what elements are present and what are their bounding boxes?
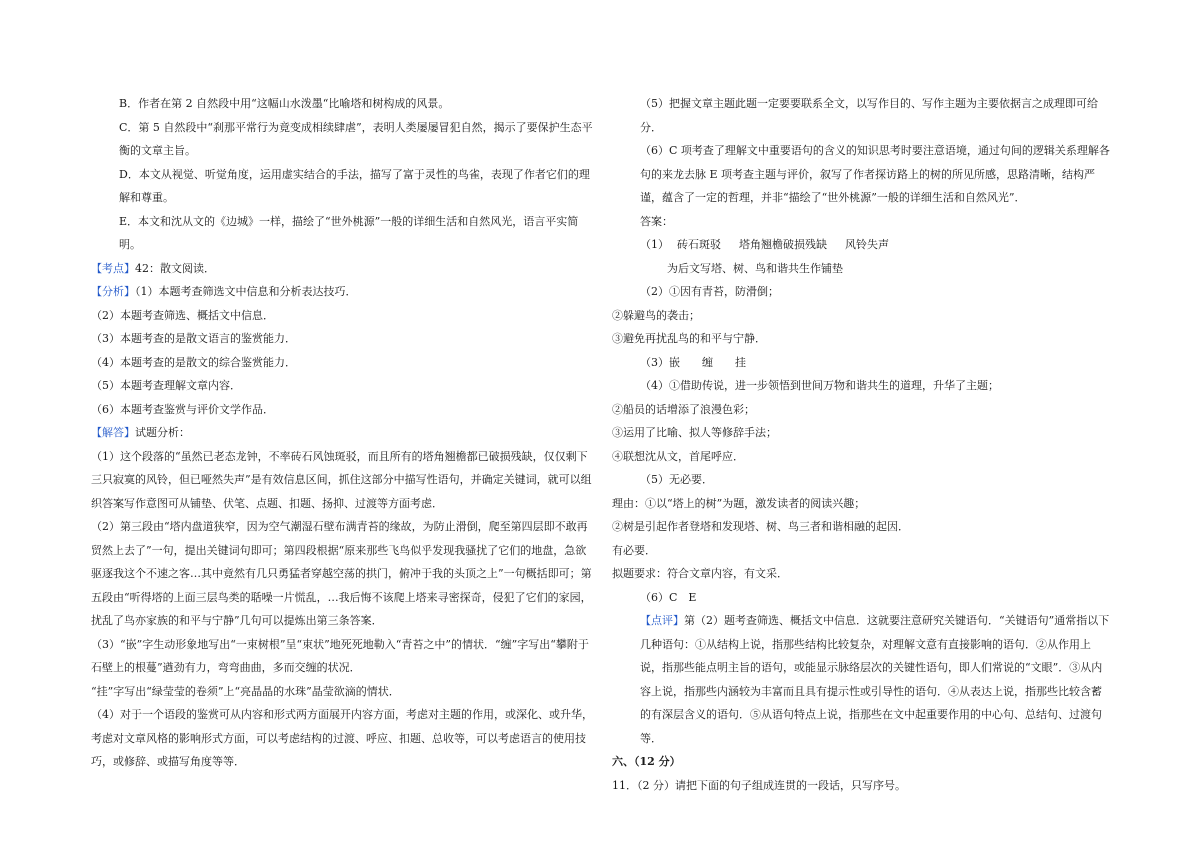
option-c: C．第 5 自然段中“刹那平常行为竟变成相续肆虐”，表明人类屡屡冒犯自然，揭示了要保护生态平衡的文章主旨。 (119, 120, 593, 157)
answer-3 (612, 351, 1110, 375)
fenxi-tag: 【分析】 (91, 285, 135, 298)
section-heading: 六、（12 分） (612, 755, 681, 768)
answer-1-item: 塔角翘檐破损残缺 (739, 238, 827, 251)
jieda-line (91, 421, 594, 445)
left-column (91, 92, 594, 774)
analysis-2: （2）第三段由“塔内盘道狭窄，因为空气潮湿石壁布满青苔的缘故，为防止滑倒，爬至第四层即不敢再贸然上去了”一句，提出关键词句即可；第四段根据“原来那些飞鸟似乎发现我骚扰了它们的地盘，急欲驱逐我这个不速之客…其中竟然有几只勇猛者穿越空荡的拱门，俯冲于我的头顶之上”一句概括即可；第五段由“听得塔的上面三层鸟类的聒噪一片慌乱，…我后悔不该爬上塔来寻密探奇，侵犯了它们的家园，扰乱了鸟亦家族的和平与宁静”几句可以提炼出第三条答案． (91, 520, 592, 627)
analysis-5: （5）把握文章主题此题一定要要联系全文，以写作目的、写作主题为主要依据言之成理即可给分． (640, 97, 1098, 134)
answer-3-item: 缠 (702, 355, 713, 369)
answer-5: 有必要． (612, 543, 656, 557)
answer-2: ②躲避鸟的袭击； (612, 308, 700, 322)
dianping-text: 第（2）题考查筛选、概括文中信息．这就要注意研究关键语句．“关键语句”通常指以下几种语句：①从结构上说，指那些结构比较复杂，对理解文意有直接影响的语句．②从作用上说，指那些能点明主旨的语句，或能显示脉络层次的关键性语句，即人们常说的“文眼”．③从内容上说，指那些内涵较为丰富而且具有提示性或引导性的语句．④从表达上说，指那些比较含蓄的有深层含义的语句．⑤从语句特点上说，指那些在文中起重要作用的中心句、总结句、过渡句等． (640, 614, 1110, 745)
fenxi-item: （4）本题考查的是散文的综合鉴赏能力． (91, 355, 296, 369)
answer-1-note: 为后文写塔、树、鸟和谐共生作铺垫 (667, 261, 843, 275)
answer-3-item: 挂 (735, 355, 746, 369)
option-e: E．本文和沈从文的《边城》一样，描绘了“世外桃源”一般的详细生活和自然风光，语言平实简明。 (119, 214, 579, 251)
fenxi-first: （1）本题考查筛选文中信息和分析表达技巧． (135, 285, 357, 298)
fenxi-item: （6）本题考查鉴赏与评价文学作品． (91, 402, 274, 416)
jieda-tag: 【解答】 (91, 426, 135, 439)
answer-4: ④联想沈从文，首尾呼应． (612, 449, 744, 463)
question-11: 11．（2 分）请把下面的句子组成连贯的一段话，只写序号。 (612, 778, 906, 792)
kaodian-text: 42：散文阅读． (135, 261, 215, 275)
answer-5: 拟题要求：符合文章内容，有文采． (612, 567, 788, 580)
fenxi-item: （2）本题考查筛选、概括文中信息． (91, 308, 274, 322)
answer-4: （4）①借助传说，进一步领悟到世间万物和谐共生的道理，升华了主题； (640, 379, 999, 392)
answer-6: （6）C E (640, 590, 697, 604)
kaodian-tag: 【考点】 (91, 261, 135, 275)
fenxi-line (91, 280, 594, 304)
analysis-4: （4）对于一个语段的鉴赏可从内容和形式两方面展开内容方面，考虑对主题的作用，或深化、或升华，考虑对文章风格的影响形式方面，可以考虑结构的过渡、呼应、扣题、总收等，可以考虑语言的使用技巧，或修辞、或描写角度等等． (91, 708, 593, 768)
answer-5: ②树是引起作者登塔和发现塔、树、鸟三者和谐相融的起因． (612, 520, 909, 533)
jieda-text: 试题分析： (135, 426, 190, 439)
dianping-para (612, 609, 1110, 750)
answer-label: 答案： (640, 214, 673, 228)
answer-1 (612, 233, 1110, 257)
answer-5: （5）无必要． (640, 473, 713, 486)
analysis-3b: “挂”字写出“绿莹莹的卷须”上“亮晶晶的水珠”晶莹欲滴的情状． (91, 684, 400, 698)
answer-3-num: （3） (640, 355, 669, 369)
option-d: D．本文从视觉、听觉角度，运用虚实结合的手法，描写了富于灵性的鸟雀，表现了作者它们的理解和尊重。 (119, 167, 590, 204)
answer-2: （2）①因有青苔，防滑倒； (640, 285, 779, 298)
fenxi-item: （3）本题考查的是散文语言的鉴赏能力． (91, 332, 296, 345)
analysis-3: （3）“嵌”字生动形象地写出“一束树根”呈“束状”地死死地勒入“青苔之中”的情状．“缠”字写出“攀附于石壁上的根蔓”遒劲有力，弯弯曲曲，多而交缠的状况． (91, 637, 589, 674)
answer-4: ②船员的话增添了浪漫色彩； (612, 402, 755, 416)
fenxi-item: （5）本题考查理解文章内容． (91, 379, 241, 392)
answer-5: 理由：①以“塔上的树”为题，激发读者的阅读兴趣； (612, 496, 866, 510)
analysis-6: （6）C 项考查了理解文中重要语句的含义的知识思考时要注意语境，通过句间的逻辑关系理解各句的来龙去脉 E 项考查主题与评价，叙写了作者探访路上的树的所见所感，思路清晰，结构严谨，蕴含了一定的哲理，并非“描绘了“世外桃源”一般的详细生活和自然风光”． (640, 144, 1110, 204)
option-b: B．作者在第 2 自然段中用“这幅山水泼墨“比喻塔和树构成的风景。 (119, 97, 450, 110)
answer-4: ③运用了比喻、拟人等修辞手法； (612, 426, 777, 439)
right-column (612, 92, 1110, 797)
answer-1-item: 风铃失声 (845, 238, 889, 251)
answer-3-item: 嵌 (669, 355, 680, 369)
answer-2: ③避免再扰乱鸟的和平与宁静． (612, 332, 766, 345)
dianping-tag: 【点评】 (640, 614, 684, 627)
answer-1-item: 砖石斑驳 (677, 238, 721, 251)
analysis-1: （1）这个段落的“虽然已老态龙钟，不率砖石风蚀斑驳，而且所有的塔角翘檐都已破损残缺，仅仅剩下三只寂寞的风铃，但已哑然失声”是有效信息区间，抓住这部分中描写性语句，并确定关键词，就可以组织答案写作意图可从铺垫、伏笔、点题、扣题、扬抑、过渡等方面考虑． (91, 449, 592, 510)
kaodian-line (91, 257, 594, 281)
answer-1-num: （1） (640, 238, 669, 251)
